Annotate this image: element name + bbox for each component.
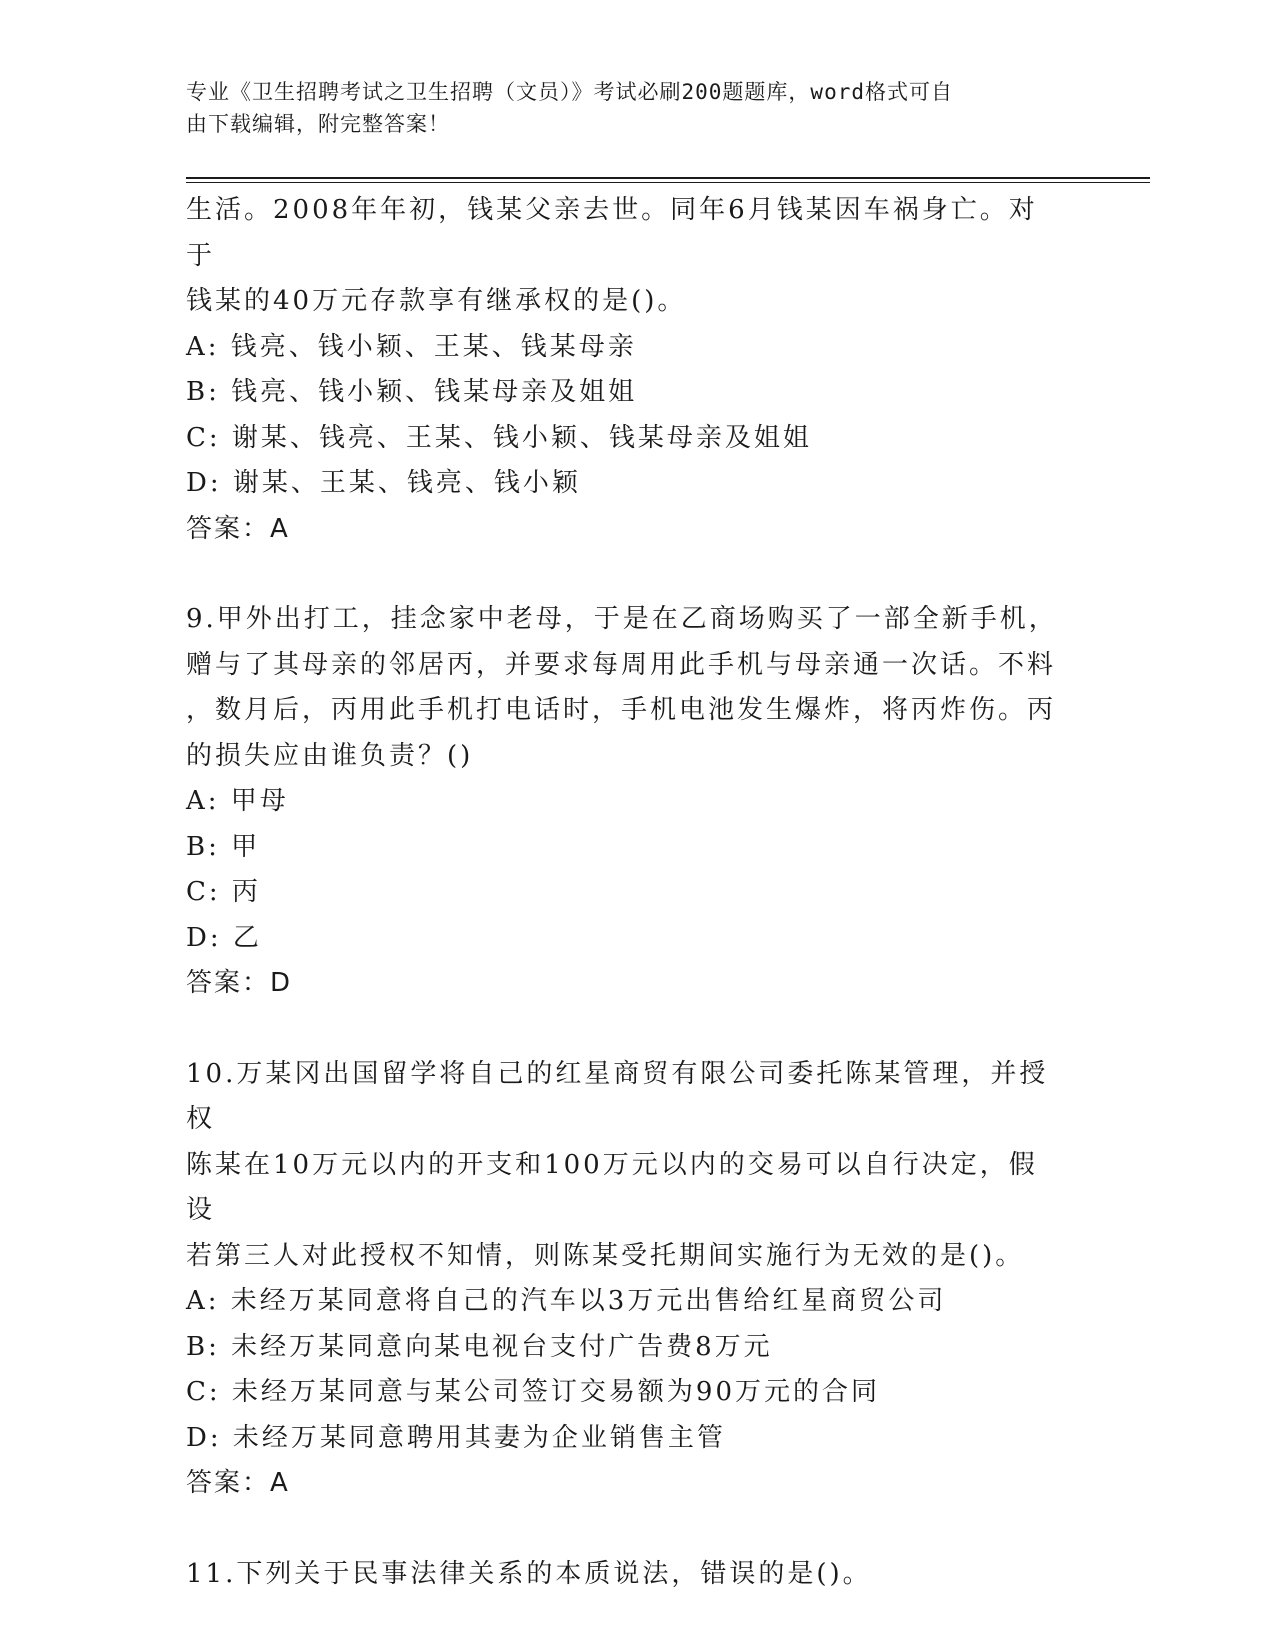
answer-line: 答案：A	[186, 513, 290, 544]
document-header	[186, 76, 1066, 140]
document-body	[186, 188, 1066, 1597]
option-b: B: 钱亮、钱小颖、钱某母亲及姐姐	[186, 377, 638, 407]
option-d: D: 未经万某同意聘用其妻为企业销售主管	[186, 1422, 726, 1453]
question-text-line: 生活。2008年年初，钱某父亲去世。同年6月钱某因车祸身亡。对于	[186, 195, 1038, 271]
question-continued	[186, 188, 1066, 552]
option-b: B: 未经万某同意向某电视台支付广告费8万元	[186, 1331, 773, 1362]
option-a: A: 未经万某同意将自己的汽车以3万元出售给红星商贸公司	[186, 1286, 947, 1316]
header-line-2: 由下载编辑，附完整答案！	[186, 112, 450, 136]
question-11	[186, 1552, 1066, 1598]
question-text-line: 9.甲外出打工，挂念家中老母，于是在乙商场购买了一部全新手机，	[186, 604, 1058, 634]
spacer	[186, 1507, 1066, 1552]
question-text-line: ，数月后，丙用此手机打电话时，手机电池发生爆炸，将丙炸伤。丙	[186, 695, 1057, 725]
option-d: D: 谢某、王某、钱亮、钱小颖	[186, 468, 581, 498]
option-c: C: 谢某、钱亮、王某、钱小颖、钱某母亲及姐姐	[186, 422, 812, 453]
question-text-line: 11.下列关于民事法律关系的本质说法，错误的是()。	[186, 1558, 872, 1589]
question-text-line: 赠与了其母亲的邻居丙，并要求每周用此手机与母亲通一次话。不料	[186, 649, 1057, 680]
question-text-line: 若第三人对此授权不知情，则陈某受托期间实施行为无效的是()。	[186, 1240, 1025, 1271]
header-divider-thin	[186, 182, 1150, 183]
question-9	[186, 597, 1066, 1007]
answer-line: 答案：D	[186, 968, 293, 998]
option-d: D: 乙	[186, 922, 262, 953]
option-c: C: 未经万某同意与某公司签订交易额为90万元的合同	[186, 1377, 881, 1407]
question-text-line: 钱某的40万元存款享有继承权的是()。	[186, 286, 687, 316]
question-text-line: 10.万某冈出国留学将自己的红星商贸有限公司委托陈某管理，并授权	[186, 1058, 1049, 1134]
header-divider-thick	[186, 177, 1150, 179]
option-c: C: 丙	[186, 877, 261, 907]
question-text-line: 陈某在10万元以内的开支和100万元以内的交易可以自行决定，假设	[186, 1149, 1038, 1225]
spacer	[186, 552, 1066, 597]
option-a: A: 钱亮、钱小颖、王某、钱某母亲	[186, 331, 637, 362]
answer-line: 答案：A	[186, 1468, 290, 1498]
option-b: B: 甲	[186, 831, 261, 862]
spacer	[186, 1007, 1066, 1052]
header-line-1: 专业《卫生招聘考试之卫生招聘（文员）》考试必刷200题题库，word格式可自	[186, 80, 953, 104]
question-10	[186, 1052, 1066, 1507]
option-a: A: 甲母	[186, 786, 289, 816]
question-text-line: 的损失应由谁负责？()	[186, 740, 474, 771]
